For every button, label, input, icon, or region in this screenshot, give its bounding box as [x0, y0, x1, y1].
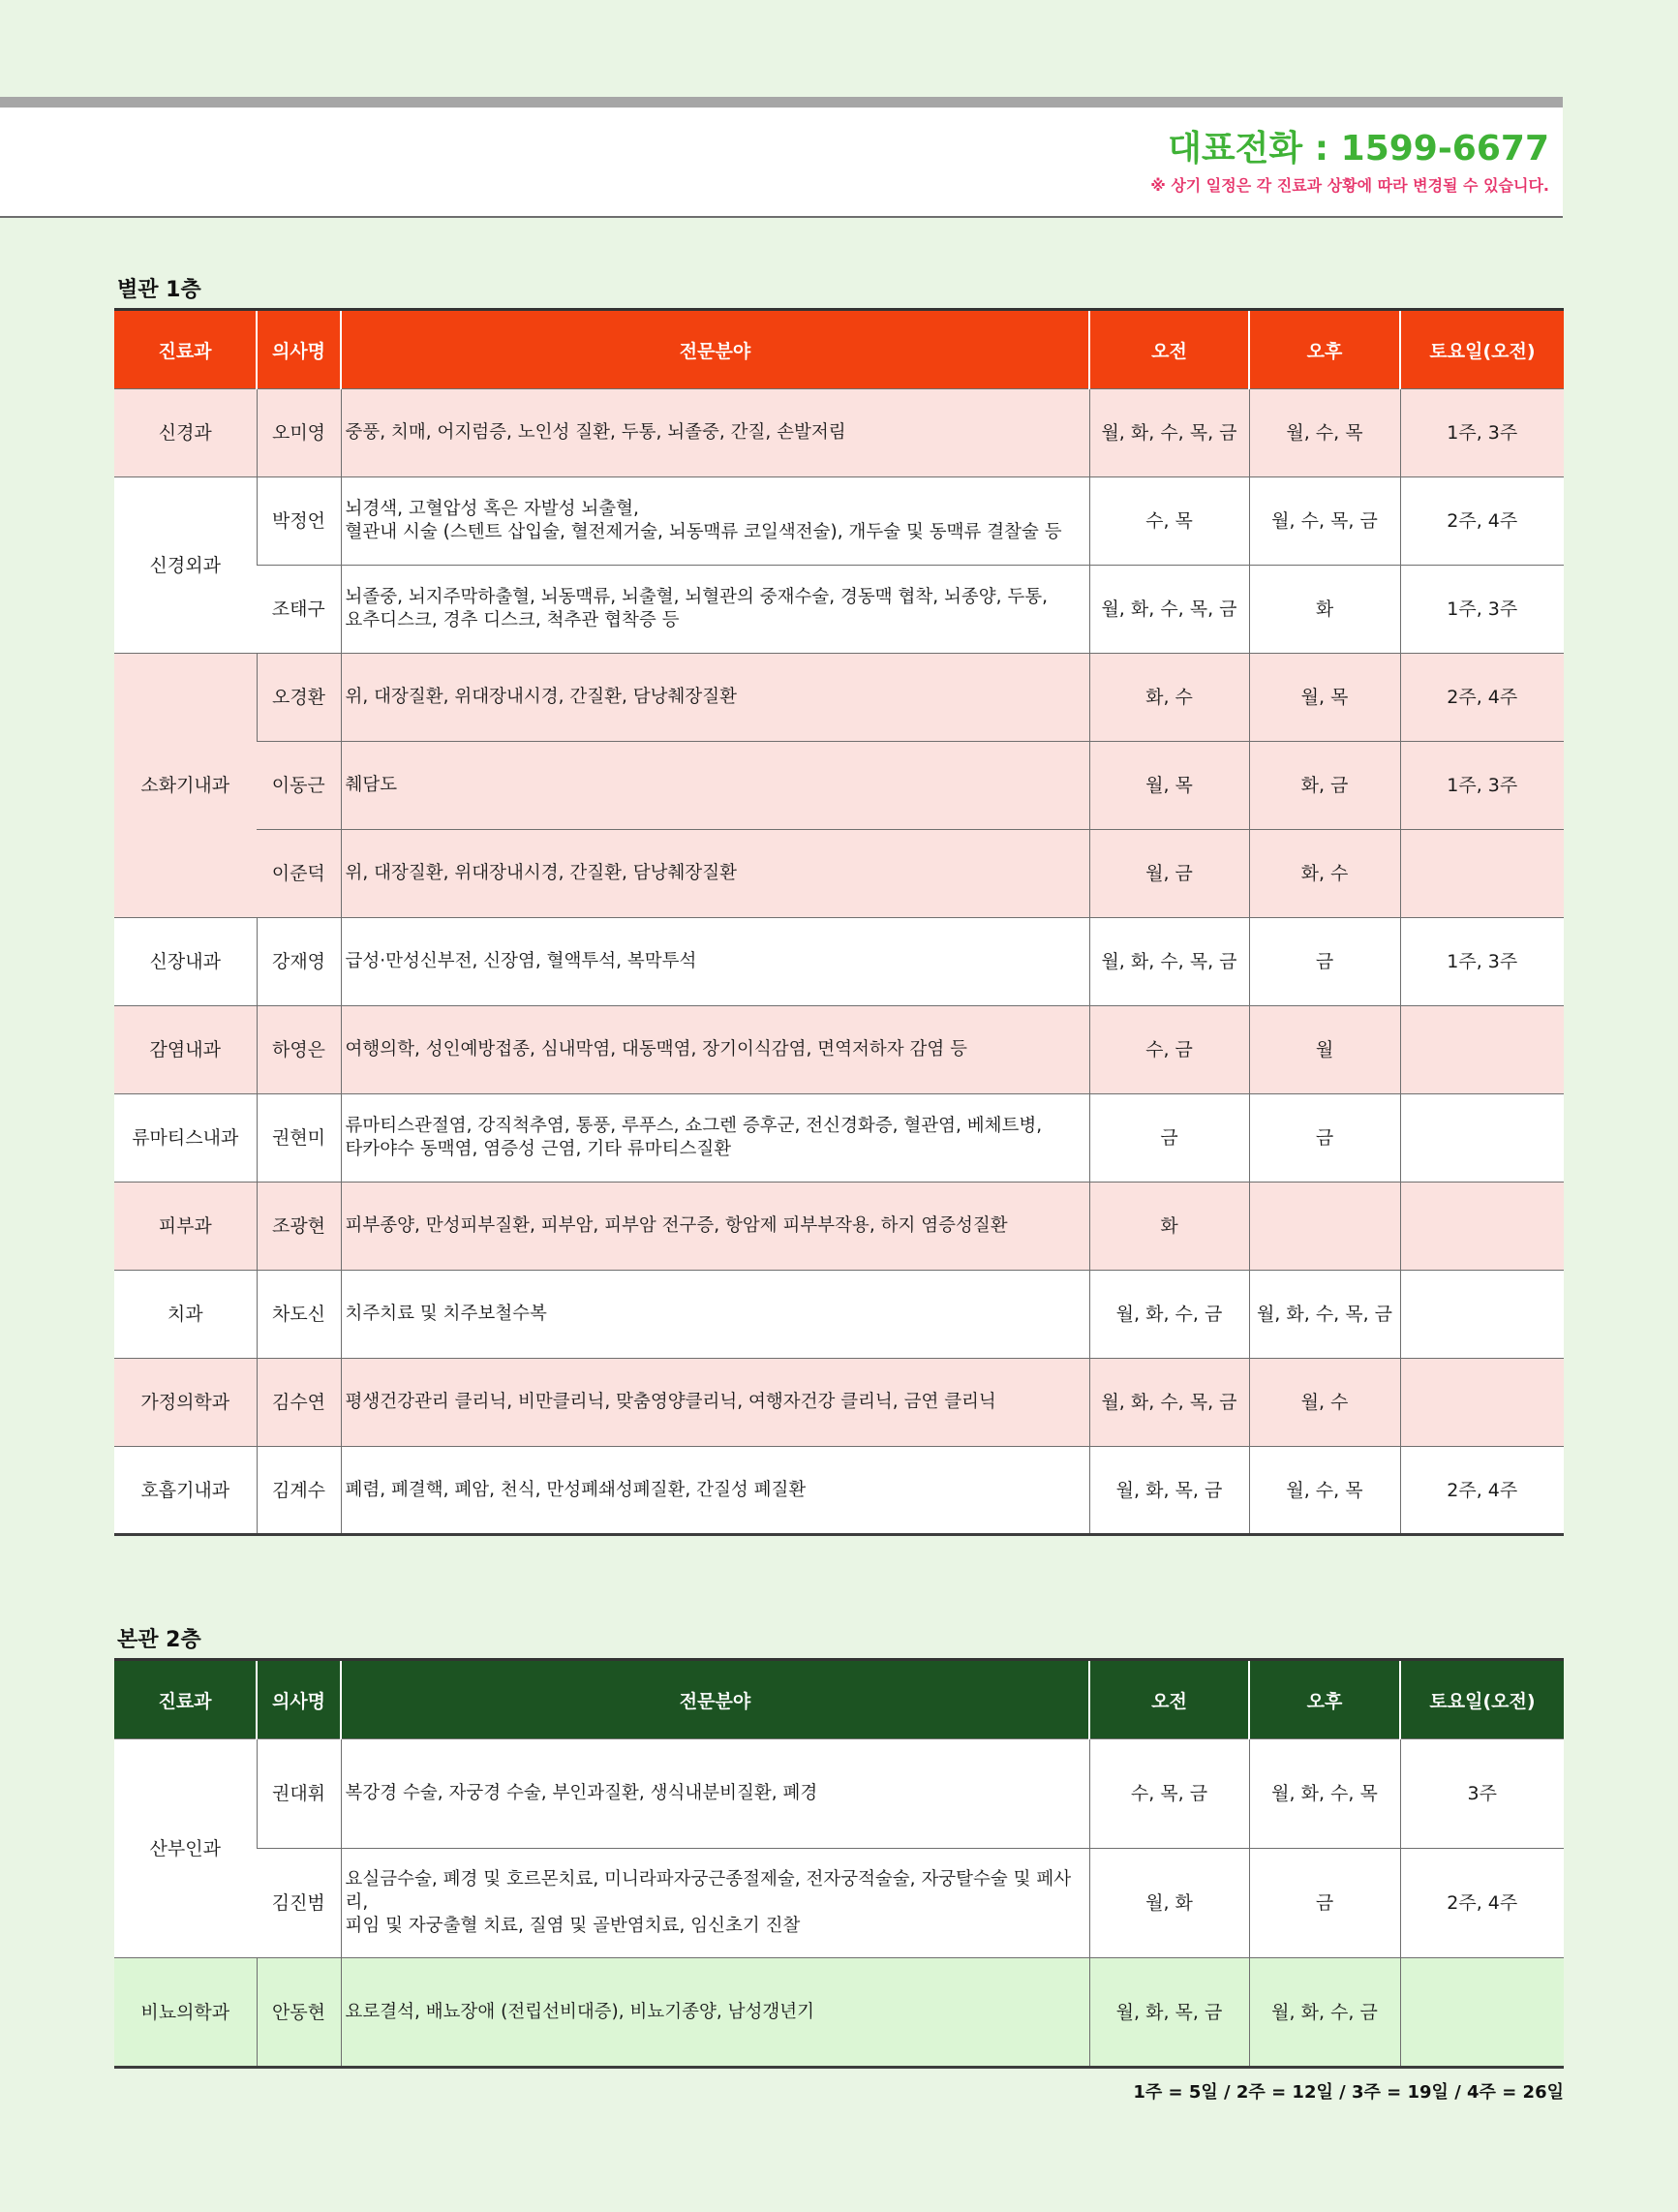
table-row — [114, 742, 1564, 830]
table-row — [114, 1094, 1564, 1183]
doctor-cell: 김진범 — [257, 1849, 341, 1958]
field-cell: 요실금수술, 폐경 및 호르몬치료, 미니라파자궁근종절제술, 전자궁적술술, 자궁탈수술 및 페사리, 피임 및 자궁출혈 치료, 질염 및 골반염치료, 임신초기 진찰 — [341, 1849, 1089, 1958]
col-header-dept: 진료과 — [114, 310, 257, 389]
col-header-am: 오전 — [1089, 1660, 1249, 1739]
field-cell: 뇌졸중, 뇌지주막하출혈, 뇌동맥류, 뇌출혈, 뇌혈관의 중재수술, 경동맥 협착, 뇌종양, 두통, 요추디스크, 경추 디스크, 척추관 협착증 등 — [341, 566, 1089, 654]
dept-cell: 가정의학과 — [114, 1359, 257, 1447]
pm-cell — [1249, 1183, 1400, 1271]
am-cell: 월, 화, 수, 목, 금 — [1089, 918, 1249, 1006]
field-cell: 위, 대장질환, 위대장내시경, 간질환, 담낭췌장질환 — [341, 654, 1089, 742]
field-cell: 위, 대장질환, 위대장내시경, 간질환, 담낭췌장질환 — [341, 830, 1089, 918]
am-cell: 수, 금 — [1089, 1006, 1249, 1094]
table-row — [114, 918, 1564, 1006]
doctor-cell: 차도신 — [257, 1271, 341, 1359]
field-cell: 급성·만성신부전, 신장염, 혈액투석, 복막투석 — [341, 918, 1089, 1006]
saturday-cell — [1400, 1958, 1564, 2068]
col-header-pm: 오후 — [1249, 310, 1400, 389]
pm-cell: 월, 수 — [1249, 1359, 1400, 1447]
pm-cell: 금 — [1249, 918, 1400, 1006]
doctor-cell: 김계수 — [257, 1447, 341, 1535]
table-row — [114, 1183, 1564, 1271]
am-cell: 월, 화, 목, 금 — [1089, 1958, 1249, 2068]
doctor-cell: 권현미 — [257, 1094, 341, 1183]
pm-cell: 월, 수, 목 — [1249, 1447, 1400, 1535]
saturday-cell — [1400, 1271, 1564, 1359]
saturday-cell: 1주, 3주 — [1400, 566, 1564, 654]
field-cell: 폐렴, 폐결핵, 폐암, 천식, 만성폐쇄성폐질환, 간질성 폐질환 — [341, 1447, 1089, 1535]
pm-cell: 월, 수, 목 — [1249, 389, 1400, 477]
col-header-saturday: 토요일(오전) — [1400, 1660, 1564, 1739]
doctor-cell: 권대휘 — [257, 1739, 341, 1849]
saturday-cell: 2주, 4주 — [1400, 1447, 1564, 1535]
field-cell: 췌담도 — [341, 742, 1089, 830]
col-header-pm: 오후 — [1249, 1660, 1400, 1739]
doctor-cell: 이동근 — [257, 742, 341, 830]
top-gray-bar — [0, 97, 1563, 108]
table-row — [114, 566, 1564, 654]
field-cell: 뇌경색, 고혈압성 혹은 자발성 뇌출혈, 혈관내 시술 (스텐트 삽입술, 혈전제거술, 뇌동맥류 코일색전술), 개두술 및 동맥류 결찰술 등 — [341, 477, 1089, 566]
col-header-saturday: 토요일(오전) — [1400, 310, 1564, 389]
pm-cell: 화 — [1249, 566, 1400, 654]
field-cell: 류마티스관절염, 강직척추염, 통풍, 루푸스, 쇼그렌 증후군, 전신경화증, 혈관염, 베체트병, 타카야수 동맥염, 염증성 근염, 기타 류마티스질환 — [341, 1094, 1089, 1183]
field-cell: 중풍, 치매, 어지럼증, 노인성 질환, 두통, 뇌졸중, 간질, 손발저림 — [341, 389, 1089, 477]
dept-cell: 비뇨의학과 — [114, 1958, 257, 2068]
field-cell: 평생건강관리 클리닉, 비만클리닉, 맞춤영양클리닉, 여행자건강 클리닉, 금연 클리닉 — [341, 1359, 1089, 1447]
saturday-cell: 2주, 4주 — [1400, 477, 1564, 566]
am-cell: 월, 화, 수, 금 — [1089, 1271, 1249, 1359]
am-cell: 화, 수 — [1089, 654, 1249, 742]
pm-cell: 월 — [1249, 1006, 1400, 1094]
pm-cell: 금 — [1249, 1094, 1400, 1183]
col-header-field: 전문분야 — [341, 310, 1089, 389]
saturday-cell — [1400, 830, 1564, 918]
dept-cell: 신장내과 — [114, 918, 257, 1006]
dept-cell: 신경과 — [114, 389, 257, 477]
am-cell: 월, 화, 목, 금 — [1089, 1447, 1249, 1535]
col-header-am: 오전 — [1089, 310, 1249, 389]
table-header-row — [114, 310, 1564, 389]
field-cell: 요로결석, 배뇨장애 (전립선비대증), 비뇨기종양, 남성갱년기 — [341, 1958, 1089, 2068]
col-header-dept: 진료과 — [114, 1660, 257, 1739]
am-cell: 금 — [1089, 1094, 1249, 1183]
doctor-cell: 오경환 — [257, 654, 341, 742]
doctor-cell: 하영은 — [257, 1006, 341, 1094]
col-header-doctor: 의사명 — [257, 1660, 341, 1739]
table-row — [114, 1006, 1564, 1094]
pm-cell: 월, 화, 수, 금 — [1249, 1958, 1400, 2068]
schedule-table-main-2f — [114, 1658, 1564, 2069]
field-cell: 치주치료 및 치주보철수복 — [341, 1271, 1089, 1359]
schedule-table-annex-1f — [114, 308, 1564, 1536]
dept-cell: 감염내과 — [114, 1006, 257, 1094]
col-header-doctor: 의사명 — [257, 310, 341, 389]
dept-cell: 산부인과 — [114, 1739, 257, 1958]
pm-cell: 금 — [1249, 1849, 1400, 1958]
pm-cell: 월, 목 — [1249, 654, 1400, 742]
table-row — [114, 389, 1564, 477]
table-row — [114, 1447, 1564, 1535]
doctor-cell: 강재영 — [257, 918, 341, 1006]
pm-cell: 화, 금 — [1249, 742, 1400, 830]
table-header-row — [114, 1660, 1564, 1739]
saturday-cell: 2주, 4주 — [1400, 1849, 1564, 1958]
representative-phone[interactable]: 대표전화 : 1599-6677 — [1168, 129, 1549, 169]
doctor-cell: 김수연 — [257, 1359, 341, 1447]
doctor-cell: 오미영 — [257, 389, 341, 477]
dept-cell: 치과 — [114, 1271, 257, 1359]
am-cell: 수, 목 — [1089, 477, 1249, 566]
saturday-cell: 1주, 3주 — [1400, 918, 1564, 1006]
section-title-annex-1f: 별관 1층 — [117, 278, 201, 302]
am-cell: 월, 화, 수, 목, 금 — [1089, 1359, 1249, 1447]
doctor-cell: 이준덕 — [257, 830, 341, 918]
table-row — [114, 654, 1564, 742]
saturday-cell: 1주, 3주 — [1400, 389, 1564, 477]
pm-cell: 월, 화, 수, 목 — [1249, 1739, 1400, 1849]
am-cell: 월, 목 — [1089, 742, 1249, 830]
schedule-change-notice: ※ 상기 일정은 각 진료과 상황에 따라 변경될 수 있습니다. — [1150, 176, 1549, 195]
dept-cell: 류마티스내과 — [114, 1094, 257, 1183]
saturday-week-footnote: 1주 = 5일 / 2주 = 12일 / 3주 = 19일 / 4주 = 26일 — [1133, 2082, 1564, 2103]
table-row — [114, 477, 1564, 566]
doctor-cell: 안동현 — [257, 1958, 341, 2068]
doctor-cell: 조태구 — [257, 566, 341, 654]
table-row — [114, 830, 1564, 918]
pm-cell: 화, 수 — [1249, 830, 1400, 918]
field-cell: 피부종양, 만성피부질환, 피부암, 피부암 전구증, 항암제 피부부작용, 하지 염증성질환 — [341, 1183, 1089, 1271]
pm-cell: 월, 수, 목, 금 — [1249, 477, 1400, 566]
saturday-cell: 2주, 4주 — [1400, 654, 1564, 742]
am-cell: 월, 화, 수, 목, 금 — [1089, 566, 1249, 654]
saturday-cell — [1400, 1183, 1564, 1271]
am-cell: 월, 금 — [1089, 830, 1249, 918]
am-cell: 화 — [1089, 1183, 1249, 1271]
saturday-cell — [1400, 1359, 1564, 1447]
saturday-cell — [1400, 1006, 1564, 1094]
doctor-cell: 조광현 — [257, 1183, 341, 1271]
col-header-field: 전문분야 — [341, 1660, 1089, 1739]
am-cell: 월, 화 — [1089, 1849, 1249, 1958]
am-cell: 수, 목, 금 — [1089, 1739, 1249, 1849]
saturday-cell: 1주, 3주 — [1400, 742, 1564, 830]
table-row — [114, 1739, 1564, 1849]
field-cell: 복강경 수술, 자궁경 수술, 부인과질환, 생식내분비질환, 폐경 — [341, 1739, 1089, 1849]
field-cell: 여행의학, 성인예방접종, 심내막염, 대동맥염, 장기이식감염, 면역저하자 감염 등 — [341, 1006, 1089, 1094]
doctor-cell: 박정언 — [257, 477, 341, 566]
dept-cell: 피부과 — [114, 1183, 257, 1271]
table-row — [114, 1958, 1564, 2068]
table-row — [114, 1849, 1564, 1958]
am-cell: 월, 화, 수, 목, 금 — [1089, 389, 1249, 477]
dept-cell: 신경외과 — [114, 477, 257, 654]
dept-cell: 호흡기내과 — [114, 1447, 257, 1535]
header-panel — [0, 108, 1563, 218]
table-row — [114, 1359, 1564, 1447]
section-title-main-2f: 본관 2층 — [117, 1628, 201, 1652]
saturday-cell — [1400, 1094, 1564, 1183]
pm-cell: 월, 화, 수, 목, 금 — [1249, 1271, 1400, 1359]
saturday-cell: 3주 — [1400, 1739, 1564, 1849]
table-row — [114, 1271, 1564, 1359]
dept-cell: 소화기내과 — [114, 654, 257, 918]
